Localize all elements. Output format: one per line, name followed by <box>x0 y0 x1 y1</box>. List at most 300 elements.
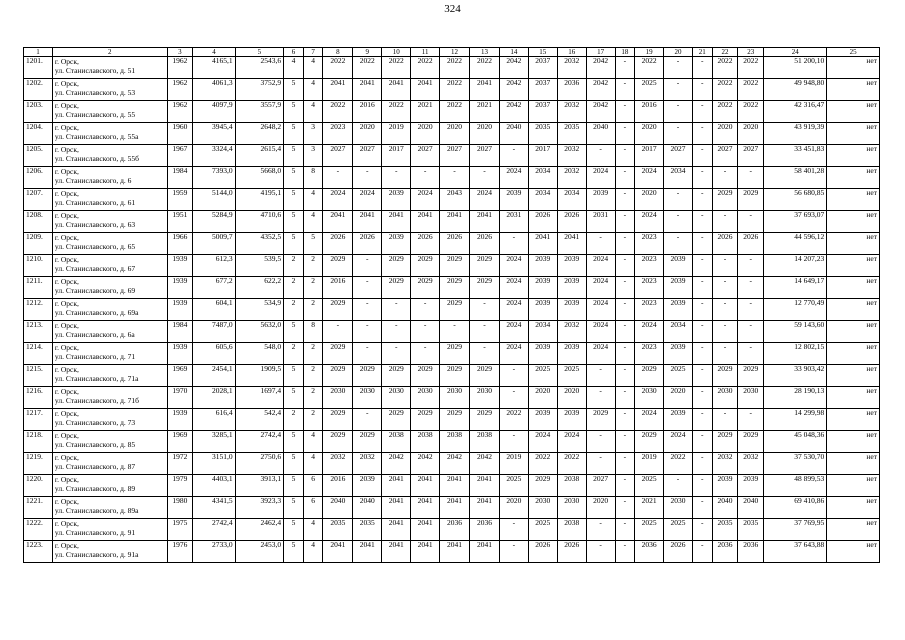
table-cell: 4710,6 <box>235 211 284 233</box>
table-cell: - <box>469 299 499 321</box>
table-cell: 48 899,53 <box>764 475 827 497</box>
table-cell: - <box>738 343 764 365</box>
table-cell: - <box>712 409 738 431</box>
table-cell: 5144,0 <box>193 189 235 211</box>
column-number: 4 <box>193 48 235 57</box>
table-cell: 4 <box>303 211 323 233</box>
address-street: ул. Станиславского, д. 6а <box>54 330 135 339</box>
table-cell: 1980 <box>167 497 193 519</box>
table-cell: 2041 <box>411 211 440 233</box>
table-cell: 2 <box>303 343 323 365</box>
table-cell: 2034 <box>557 189 586 211</box>
table-cell: 8 <box>303 167 323 189</box>
column-number: 12 <box>440 48 470 57</box>
table-row <box>24 409 880 431</box>
table-row <box>24 189 880 211</box>
table-cell: - <box>411 321 440 343</box>
table-cell: - <box>692 233 712 255</box>
table-cell: 2742,4 <box>235 431 284 453</box>
row-number: 1218. <box>24 431 53 453</box>
address-cell <box>52 475 167 497</box>
table-cell: - <box>664 233 693 255</box>
table-cell: 2029 <box>323 409 353 431</box>
table-cell: 5 <box>284 145 304 167</box>
table-cell: 2029 <box>469 409 499 431</box>
table-cell: 2030 <box>528 497 557 519</box>
column-number: 7 <box>303 48 323 57</box>
table-cell: 616,4 <box>193 409 235 431</box>
row-number: 1213. <box>24 321 53 343</box>
table-cell: 2037 <box>528 57 557 79</box>
table-cell: - <box>615 101 635 123</box>
table-cell: - <box>586 519 615 541</box>
table-cell: 604,1 <box>193 299 235 321</box>
table-cell: - <box>615 189 635 211</box>
table-cell: 2034 <box>664 167 693 189</box>
table-cell: - <box>712 321 738 343</box>
address-city: г. Орск, <box>54 79 79 88</box>
table-cell: 2041 <box>353 79 382 101</box>
table-cell: 2038 <box>557 519 586 541</box>
address-cell <box>52 123 167 145</box>
table-cell: 2029 <box>635 431 664 453</box>
table-cell: 2543,6 <box>235 57 284 79</box>
address-city: г. Орск, <box>54 497 79 506</box>
address-city: г. Орск, <box>54 123 79 132</box>
table-cell: 2041 <box>382 519 411 541</box>
table-cell: - <box>664 189 693 211</box>
address-street: ул. Станиславского, д. 71 <box>54 352 136 361</box>
table-cell: - <box>615 211 635 233</box>
table-cell: 37 693,07 <box>764 211 827 233</box>
table-cell: 2039 <box>738 475 764 497</box>
table-row <box>24 123 880 145</box>
table-cell: 2037 <box>528 79 557 101</box>
table-cell: 2029 <box>738 365 764 387</box>
table-cell: 2029 <box>440 255 470 277</box>
table-cell: 2042 <box>499 57 528 79</box>
address-street: ул. Станиславского, д. 63 <box>54 220 136 229</box>
table-cell: 2025 <box>557 365 586 387</box>
table-cell: 2032 <box>557 167 586 189</box>
table-cell: - <box>692 189 712 211</box>
table-cell: 2041 <box>469 211 499 233</box>
column-number: 6 <box>284 48 304 57</box>
table-cell: 5668,0 <box>235 167 284 189</box>
table-row <box>24 431 880 453</box>
address-cell <box>52 365 167 387</box>
address-cell <box>52 211 167 233</box>
table-cell: - <box>353 299 382 321</box>
table-cell: 2029 <box>440 277 470 299</box>
table-cell: 2039 <box>557 277 586 299</box>
address-street: ул. Станиславского, д. 65 <box>54 242 136 251</box>
address-cell <box>52 189 167 211</box>
table-cell: - <box>411 343 440 365</box>
table-cell: 1962 <box>167 101 193 123</box>
table-cell: - <box>692 409 712 431</box>
table-cell: 2039 <box>382 233 411 255</box>
table-cell: 2022 <box>382 101 411 123</box>
table-cell: 1984 <box>167 321 193 343</box>
address-street: ул. Станиславского, д. 71а <box>54 374 139 383</box>
row-number: 1212. <box>24 299 53 321</box>
table-cell: - <box>586 541 615 563</box>
table-cell: 5284,9 <box>193 211 235 233</box>
table-row <box>24 541 880 563</box>
row-number: 1210. <box>24 255 53 277</box>
row-number: 1206. <box>24 167 53 189</box>
column-number: 11 <box>411 48 440 57</box>
table-cell: 2022 <box>712 79 738 101</box>
table-cell: - <box>738 409 764 431</box>
table-cell: 2036 <box>440 519 470 541</box>
table-cell: 2039 <box>586 189 615 211</box>
table-cell: 2029 <box>353 365 382 387</box>
table-cell: - <box>664 123 693 145</box>
table-cell: 43 919,39 <box>764 123 827 145</box>
table-cell: 3285,1 <box>193 431 235 453</box>
row-number: 1202. <box>24 79 53 101</box>
table-cell: 2022 <box>557 453 586 475</box>
table-cell: 1959 <box>167 189 193 211</box>
table-cell: 2023 <box>635 277 664 299</box>
table-cell: нет <box>827 321 880 343</box>
table-cell: 677,2 <box>193 277 235 299</box>
column-number: 18 <box>615 48 635 57</box>
table-cell: 4 <box>303 453 323 475</box>
table-cell: - <box>692 255 712 277</box>
table-cell: 1697,4 <box>235 387 284 409</box>
table-cell: 2026 <box>440 233 470 255</box>
table-cell: 2042 <box>586 57 615 79</box>
table-cell: 3557,9 <box>235 101 284 123</box>
table-cell: - <box>499 145 528 167</box>
table-cell: нет <box>827 79 880 101</box>
column-number: 22 <box>712 48 738 57</box>
table-cell: 6 <box>303 475 323 497</box>
address-city: г. Орск, <box>54 299 79 308</box>
table-row <box>24 79 880 101</box>
table-cell: 548,0 <box>235 343 284 365</box>
table-cell: 2 <box>284 409 304 431</box>
table-cell: 2029 <box>469 255 499 277</box>
table-cell: 2039 <box>664 343 693 365</box>
table-cell: 2029 <box>712 365 738 387</box>
table-cell: 3913,1 <box>235 475 284 497</box>
column-number: 25 <box>827 48 880 57</box>
table-cell: 2026 <box>323 233 353 255</box>
table-cell: 3324,4 <box>193 145 235 167</box>
table-cell: 2039 <box>712 475 738 497</box>
table-cell: 2022 <box>712 57 738 79</box>
table-cell: 2029 <box>738 189 764 211</box>
table-cell: 2029 <box>528 475 557 497</box>
table-cell: 2022 <box>738 79 764 101</box>
table-cell: 44 596,12 <box>764 233 827 255</box>
table-cell: - <box>353 277 382 299</box>
table-cell: 2016 <box>353 101 382 123</box>
address-cell <box>52 101 167 123</box>
table-cell: 4352,5 <box>235 233 284 255</box>
table-cell: 4097,9 <box>193 101 235 123</box>
table-cell: - <box>615 365 635 387</box>
table-cell: 37 530,70 <box>764 453 827 475</box>
table-cell: 51 200,10 <box>764 57 827 79</box>
table-cell: 2 <box>303 409 323 431</box>
row-number: 1216. <box>24 387 53 409</box>
table-cell: - <box>440 321 470 343</box>
table-row <box>24 497 880 519</box>
table-cell: нет <box>827 409 880 431</box>
table-cell: 2029 <box>635 365 664 387</box>
table-cell: - <box>692 277 712 299</box>
table-cell: 4 <box>303 189 323 211</box>
table-cell: 49 948,80 <box>764 79 827 101</box>
table-cell: 37 643,88 <box>764 541 827 563</box>
address-street: ул. Станиславского, д. 6 <box>54 176 132 185</box>
table-cell: 2026 <box>411 233 440 255</box>
table-cell: 5 <box>284 189 304 211</box>
table-row <box>24 57 880 79</box>
table-cell: 2032 <box>557 145 586 167</box>
table-cell: - <box>353 167 382 189</box>
table-cell: 2034 <box>528 167 557 189</box>
table-cell: 2022 <box>411 57 440 79</box>
table-cell: - <box>411 167 440 189</box>
address-city: г. Орск, <box>54 519 79 528</box>
table-cell: 2733,0 <box>193 541 235 563</box>
table-cell: - <box>692 431 712 453</box>
table-cell: нет <box>827 541 880 563</box>
table-cell: 2742,4 <box>193 519 235 541</box>
table-cell: 4403,1 <box>193 475 235 497</box>
table-cell: 2041 <box>382 497 411 519</box>
table-cell: 2027 <box>712 145 738 167</box>
table-row <box>24 387 880 409</box>
table-cell: 2030 <box>411 387 440 409</box>
table-cell: 8 <box>303 321 323 343</box>
table-cell: 2041 <box>382 475 411 497</box>
column-number: 2 <box>52 48 167 57</box>
table-cell: 2022 <box>664 453 693 475</box>
address-city: г. Орск, <box>54 343 79 352</box>
address-city: г. Орск, <box>54 475 79 484</box>
table-cell: 2026 <box>353 233 382 255</box>
table-cell: 2029 <box>712 189 738 211</box>
table-cell: - <box>692 167 712 189</box>
table-cell: 5632,0 <box>235 321 284 343</box>
table-row <box>24 453 880 475</box>
table-cell: - <box>586 387 615 409</box>
table-cell: - <box>615 519 635 541</box>
column-number: 10 <box>382 48 411 57</box>
table-cell: 2041 <box>440 211 470 233</box>
table-cell: 2040 <box>738 497 764 519</box>
table-cell: 2042 <box>469 453 499 475</box>
table-cell: 2030 <box>323 387 353 409</box>
row-number: 1220. <box>24 475 53 497</box>
table-cell: 2 <box>303 387 323 409</box>
table-cell: 1939 <box>167 277 193 299</box>
table-cell: 2024 <box>499 299 528 321</box>
table-cell: 5009,7 <box>193 233 235 255</box>
table-cell: - <box>738 277 764 299</box>
address-city: г. Орск, <box>54 541 79 550</box>
table-cell: 2030 <box>469 387 499 409</box>
column-number: 1 <box>24 48 53 57</box>
table-cell: 2025 <box>635 79 664 101</box>
row-number: 1205. <box>24 145 53 167</box>
table-cell: 2042 <box>586 101 615 123</box>
table-cell: 2039 <box>528 299 557 321</box>
column-number: 15 <box>528 48 557 57</box>
table-cell: 2037 <box>528 101 557 123</box>
table-cell: 45 048,36 <box>764 431 827 453</box>
row-number: 1201. <box>24 57 53 79</box>
table-cell: 2039 <box>528 343 557 365</box>
table-cell: - <box>586 233 615 255</box>
table-cell: 2039 <box>528 277 557 299</box>
table-cell: 2041 <box>469 541 499 563</box>
table-cell: 56 680,85 <box>764 189 827 211</box>
table-cell: 2027 <box>353 145 382 167</box>
table-cell: 2039 <box>557 299 586 321</box>
table-cell: 2043 <box>440 189 470 211</box>
table-cell: - <box>469 167 499 189</box>
table-cell: 2028,1 <box>193 387 235 409</box>
table-cell: - <box>738 167 764 189</box>
table-cell: - <box>615 497 635 519</box>
table-row <box>24 167 880 189</box>
table-cell: 2020 <box>353 123 382 145</box>
table-cell: 2035 <box>528 123 557 145</box>
table-cell: 2040 <box>586 123 615 145</box>
table-cell: 2025 <box>664 365 693 387</box>
table-cell: 1939 <box>167 343 193 365</box>
table-cell: 2041 <box>411 519 440 541</box>
table-cell: 2615,4 <box>235 145 284 167</box>
address-city: г. Орск, <box>54 365 79 374</box>
table-cell: 2022 <box>635 57 664 79</box>
table-cell: 2032 <box>557 101 586 123</box>
table-cell: 1969 <box>167 431 193 453</box>
table-cell: 2029 <box>382 277 411 299</box>
table-cell: 59 143,60 <box>764 321 827 343</box>
table-cell: 2022 <box>353 57 382 79</box>
table-cell: 2648,2 <box>235 123 284 145</box>
table-cell: 2034 <box>528 321 557 343</box>
table-cell: - <box>664 101 693 123</box>
table-cell: нет <box>827 167 880 189</box>
table-cell: 4 <box>284 57 304 79</box>
column-number: 13 <box>469 48 499 57</box>
table-cell: 2029 <box>411 409 440 431</box>
table-cell: 2023 <box>635 299 664 321</box>
table-cell: - <box>692 101 712 123</box>
table-cell: 2019 <box>635 453 664 475</box>
table-row <box>24 519 880 541</box>
table-cell: 5 <box>284 79 304 101</box>
address-cell <box>52 497 167 519</box>
table-row <box>24 343 880 365</box>
table-cell: - <box>586 365 615 387</box>
address-street: ул. Станиславского, д. 67 <box>54 264 136 273</box>
table-cell: - <box>615 541 635 563</box>
table-cell: 4 <box>303 101 323 123</box>
table-cell: 14 299,98 <box>764 409 827 431</box>
table-cell: 534,9 <box>235 299 284 321</box>
table-cell: 69 410,86 <box>764 497 827 519</box>
table-cell: - <box>615 299 635 321</box>
row-number: 1219. <box>24 453 53 475</box>
column-number: 19 <box>635 48 664 57</box>
table-cell: 2 <box>303 365 323 387</box>
table-cell: 2025 <box>528 365 557 387</box>
table-cell: 2041 <box>469 497 499 519</box>
table-cell: 2017 <box>382 145 411 167</box>
table-cell: 2041 <box>382 79 411 101</box>
table-cell: 2042 <box>499 79 528 101</box>
table-cell: 2039 <box>499 189 528 211</box>
table-cell: 4195,1 <box>235 189 284 211</box>
address-street: ул. Станиславского, д. 61 <box>54 198 136 207</box>
table-cell: - <box>411 299 440 321</box>
table-cell: 2041 <box>469 79 499 101</box>
address-street: ул. Станиславского, д. 53 <box>54 88 136 97</box>
table-cell: 28 190,13 <box>764 387 827 409</box>
table-cell: - <box>664 57 693 79</box>
table-cell: 2036 <box>635 541 664 563</box>
table-cell: 2024 <box>469 189 499 211</box>
table-cell: нет <box>827 277 880 299</box>
table-cell: 2039 <box>528 255 557 277</box>
table-cell: 2025 <box>664 519 693 541</box>
table-cell: - <box>692 79 712 101</box>
table-row <box>24 101 880 123</box>
table-cell: 2027 <box>440 145 470 167</box>
table-cell: 2035 <box>557 123 586 145</box>
row-number: 1203. <box>24 101 53 123</box>
table-cell: - <box>499 431 528 453</box>
table-cell: - <box>615 453 635 475</box>
table-cell: - <box>499 233 528 255</box>
table-row <box>24 365 880 387</box>
table-cell: 2029 <box>382 409 411 431</box>
table-cell: 2022 <box>382 57 411 79</box>
table-cell: - <box>738 211 764 233</box>
table-cell: 2022 <box>440 57 470 79</box>
table-cell: 3151,0 <box>193 453 235 475</box>
table-cell: - <box>738 321 764 343</box>
table-cell: 3945,4 <box>193 123 235 145</box>
table-cell: 33 903,42 <box>764 365 827 387</box>
table-cell: 2023 <box>635 233 664 255</box>
table-cell: 2034 <box>528 189 557 211</box>
table-cell: нет <box>827 365 880 387</box>
table-cell: 2017 <box>528 145 557 167</box>
table-cell: 2016 <box>323 475 353 497</box>
table-cell: 2039 <box>353 475 382 497</box>
table-cell: 42 316,47 <box>764 101 827 123</box>
table-cell: нет <box>827 101 880 123</box>
table-cell: 4 <box>303 79 323 101</box>
table-cell: 2032 <box>353 453 382 475</box>
table-cell: 2042 <box>411 453 440 475</box>
table-cell: - <box>440 167 470 189</box>
table-cell: 2020 <box>557 387 586 409</box>
table-cell: 2041 <box>440 541 470 563</box>
